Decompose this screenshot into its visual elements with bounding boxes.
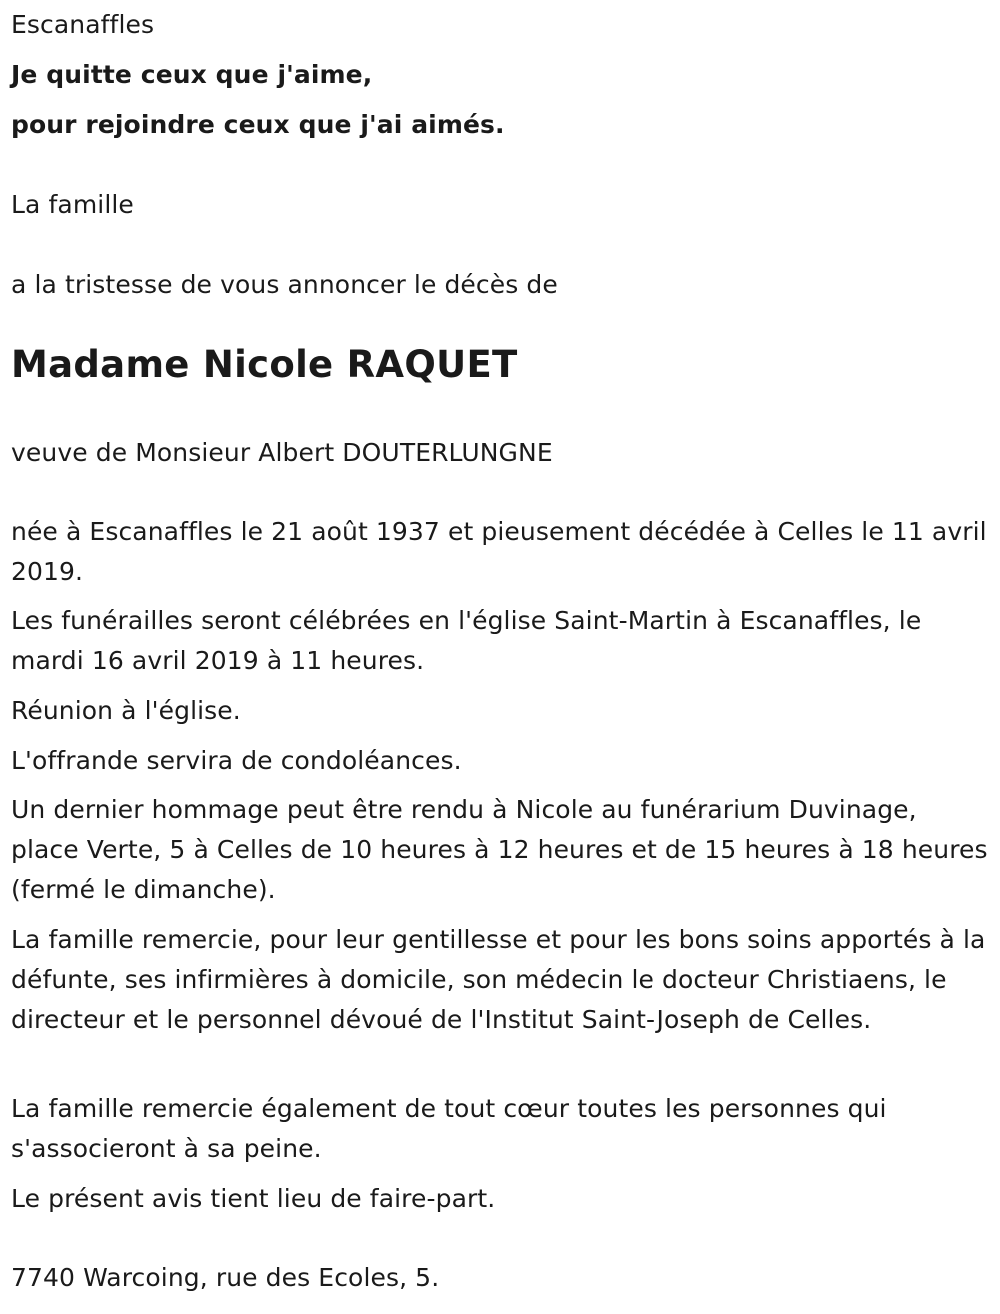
header-place: Escanaffles — [11, 10, 155, 39]
thanks-care-paragraph: La famille remercie, pour leur gentillesse et pour les bons soins apportés à la défunte, ses infirmières à domicile, son médecin le docteur Christiaens, le directeur et le personnel dévoué de l'Institut Saint-Joseph de Celles. — [11, 925, 986, 1034]
notice-paragraph: Le présent avis tient lieu de faire-part. — [11, 1184, 496, 1213]
widow-of: veuve de Monsieur Albert DOUTERLUNGNE — [11, 438, 553, 467]
family-label: La famille — [11, 190, 134, 219]
quote-line-1: Je quitte ceux que j'aime, — [11, 60, 373, 89]
offering-paragraph: L'offrande servira de condoléances. — [11, 746, 462, 775]
family-address: 7740 Warcoing, rue des Ecoles, 5. — [11, 1263, 440, 1292]
thanks-all-paragraph: La famille remercie également de tout cœur toutes les personnes qui s'associeront à sa peine. — [11, 1094, 887, 1163]
announcement-intro: a la tristesse de vous annoncer le décès de — [11, 270, 558, 299]
quote-line-2: pour rejoindre ceux que j'ai aimés. — [11, 110, 505, 139]
funeral-paragraph: Les funérailles seront célébrées en l'église Saint-Martin à Escanaffles, le mardi 16 avril 2019 à 11 heures. — [11, 606, 922, 675]
birth-death-paragraph: née à Escanaffles le 21 août 1937 et pieusement décédée à Celles le 11 avril 2019. — [11, 517, 987, 586]
meeting-paragraph: Réunion à l'église. — [11, 696, 241, 725]
tribute-paragraph: Un dernier hommage peut être rendu à Nicole au funérarium Duvinage, place Verte, 5 à Celles de 10 heures à 12 heures et de 15 heures à 18 heures (fermé le dimanche). — [11, 795, 988, 904]
deceased-name: Madame Nicole RAQUET — [11, 343, 518, 386]
